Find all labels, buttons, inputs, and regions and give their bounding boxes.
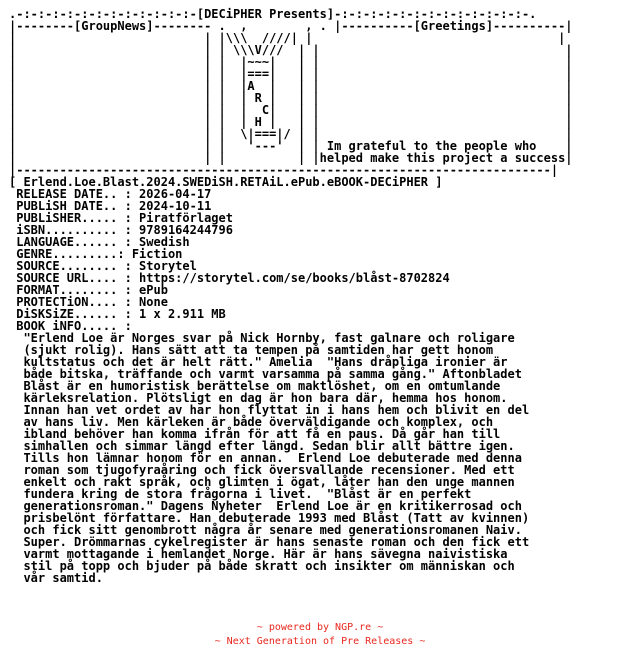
nfo-document: .-:-:-:-:-:-:-:-:-:-:-:-:-[DECiPHER Presents]-:-:-:-:-:-:-:-:-:-:-:-:-:-. |--------[GroupNews]-------- . , , . |----------[Greetings]----------| | | |\\\ ////| | | | | | \\\V/// | | | | | | |~~~| | | | | | | |===| | | | | | | |A | | | | | | | | R | | | | | | | | C| | | | | | | | H | | | | | | | \|===|/ | | | | | | '---' | | Im grateful to the people who | | | | | |helped make this project a success| |--------------------------------------------------------------------------| [ Erlend.Loe.Blast.2024.SWEDiSH.RETAiL.ePub.eBOOK-DECiPHER ] RELEASE DATE.. : 2026-04-17 PUBLiSH DATE.. : 2024-10-11 PUBLiSHER..... : Piratförlaget iSBN.......... : 9789164244796 LANGUAGE...... : Swedish GENRE.........: Fiction SOURCE........ : Storytel SOURCE URL.... : https://storytel.com/se/books/blåst-8702824 FORMAT........ : ePub PROTECTiON.... : None DiSKSiZE...... : 1 x 2.911 MB BOOK iNFO..... : "Erlend Loe är Norges svar på Nick Hornby, fast galnare och roligare (sjukt rolig). Hans sätt att ta tempen på samtiden har gett honom kultstatus och det är helt rätt." Amelia "Hans dråpliga ironier är både bitska, träffande och varmt varsamma på samma gång." Aftonbladet Blåst är en humoristisk berättelse om maktlöshet, om en omtumlande kärleksrelation. Plötsligt en dag är hon bara där, hemma hos honom. Innan han vet ordet av har hon flyttat in i hans hem och blivit en del av hans liv. Men kärleken är både överväldigande och komplex, och ibland behöver han komma ifrån för att få en paus. Då går han till simhallen och simmar längd efter längd. Sedan blir allt bättre igen. Tills hon lämnar honom för en annan. Erlend Loe debuterade med denna roman som tjugofyraåring och fick översvallande recensioner. Med ett enkelt och rakt språk, och glimten i ögat, låter han den unge mannen fundera kring de stora frågorna i livet. "Blåst är en perfekt generationsroman." Dagens Nyheter Erlend Loe är en kritikerrosad och prisbelönt författare. Han debuterade 1993 med Blåst (Tatt av kvinnen) och fick sitt genombrott några år senare med generationsromanen Naiv. Super. Drömmarnas cykelregister är hans senaste roman och den fick ett varmt mottagande i hemlandet Norge. Här är hans sävegna naivistiska stil på topp och bjuder på både skratt och insikter om människan och vår samtid. [9, 7, 573, 585]
footer-powered-by: ~ powered by NGP.re ~ [256, 622, 384, 633]
footer-tagline: ~ Next Generation of Pre Releases ~ [214, 636, 426, 647]
